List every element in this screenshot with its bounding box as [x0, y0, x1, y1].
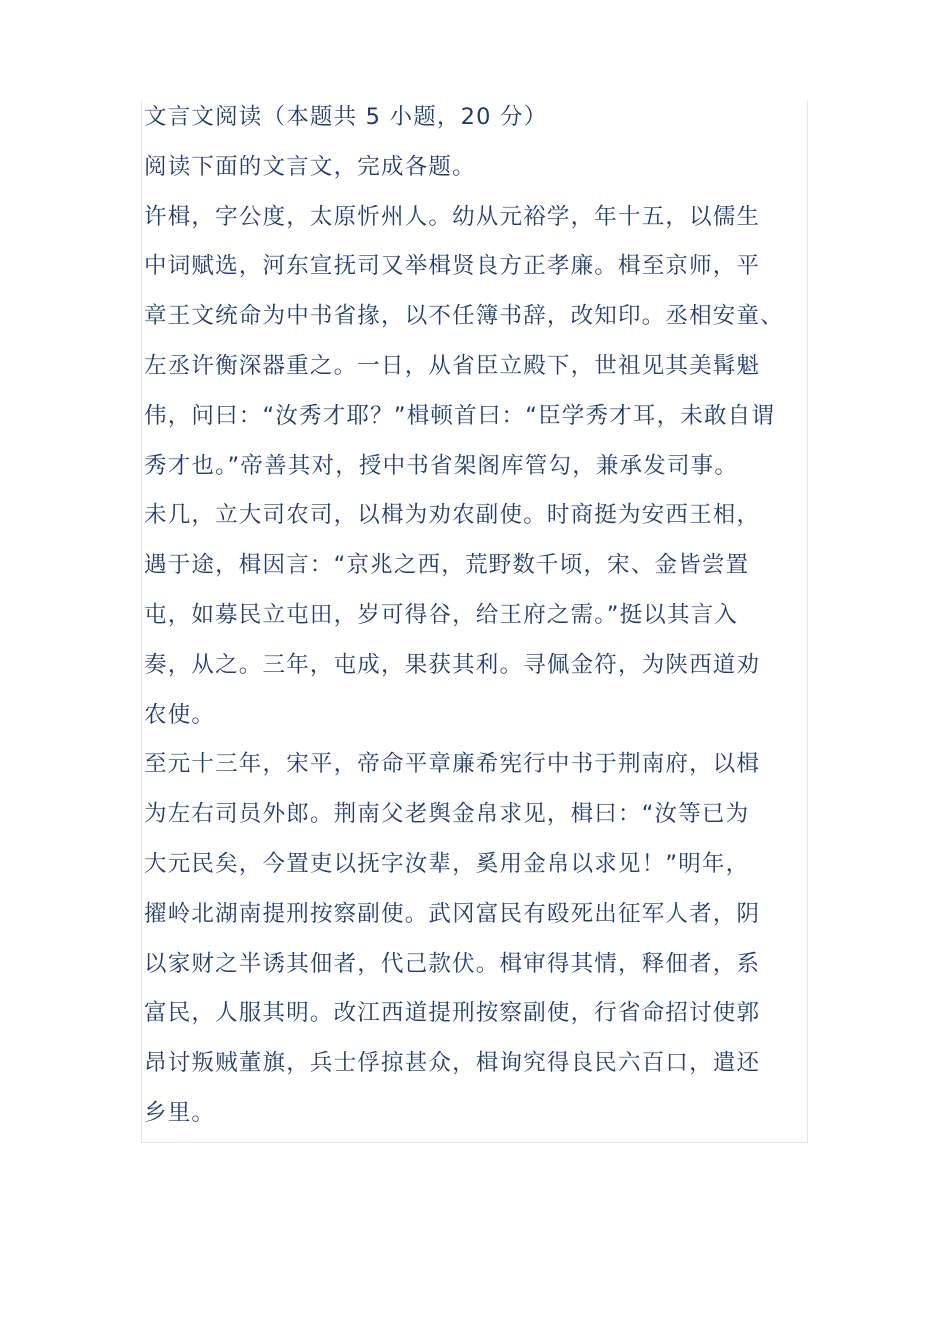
section-heading: 文言文阅读（本题共 5 小题，20 分）: [144, 104, 548, 130]
passage-line: 至元十三年，宋平，帝命平章廉希宪行中书于荆南府，以楫: [144, 751, 761, 778]
passage-line: 许楫，字公度，太原忻州人。幼从元裕学，年十五，以儒生: [144, 203, 761, 230]
passage-line: 中词赋选，河东宣抚司又举楫贤良方正孝廉。楫至京师，平: [144, 253, 761, 280]
passage-line: 大元民矣，今置吏以抚字汝辈，奚用金帛以求见！”明年，: [144, 850, 750, 877]
passage-line: 未几，立大司农司，以楫为劝农副使。时商挺为安西王相，: [144, 502, 761, 529]
passage-line: 农使。: [144, 701, 216, 728]
document-body: [144, 93, 804, 1139]
passage-line: 昂讨叛贼董旗，兵士俘掠甚众，楫询究得良民六百口，遣还: [144, 1050, 761, 1077]
passage-line: 富民，人服其明。改江西道提刑按察副使，行省命招讨使郭: [144, 1000, 761, 1027]
passage-line: 乡里。: [144, 1099, 216, 1126]
passage-line: 秀才也。”帝善其对，授中书省架阁库管勾，兼承发司事。: [144, 452, 739, 479]
passage-line: 左丞许衡深器重之。一日，从省臣立殿下，世祖见其美髯魁: [144, 352, 761, 379]
instruction-text: 阅读下面的文言文，完成各题。: [144, 153, 476, 180]
passage-line: 屯，如募民立屯田，岁可得谷，给王府之需。”挺以其言入: [144, 601, 739, 628]
passage-line: 遇于途，楫因言：“京兆之西，荒野数千顷，宋、金皆尝置: [144, 552, 750, 579]
passage-line: 为左右司员外郎。荆南父老舆金帛求见，楫曰：“汝等已为: [144, 801, 750, 828]
passage-line: 章王文统命为中书省掾，以不任簿书辞，改知印。丞相安童、: [144, 303, 784, 330]
passage-line: 伟，问曰：“汝秀才耶？”楫顿首曰：“臣学秀才耳，未敢自谓: [144, 402, 776, 429]
passage-line: 奏，从之。三年，屯成，果获其利。寻佩金符，为陕西道劝: [144, 651, 761, 678]
passage-line: 以家财之半诱其佃者，代己款伏。楫审得其情，释佃者，系: [144, 950, 761, 977]
passage-line: 擢岭北湖南提刑按察副使。武冈富民有殴死出征军人者，阴: [144, 900, 761, 927]
